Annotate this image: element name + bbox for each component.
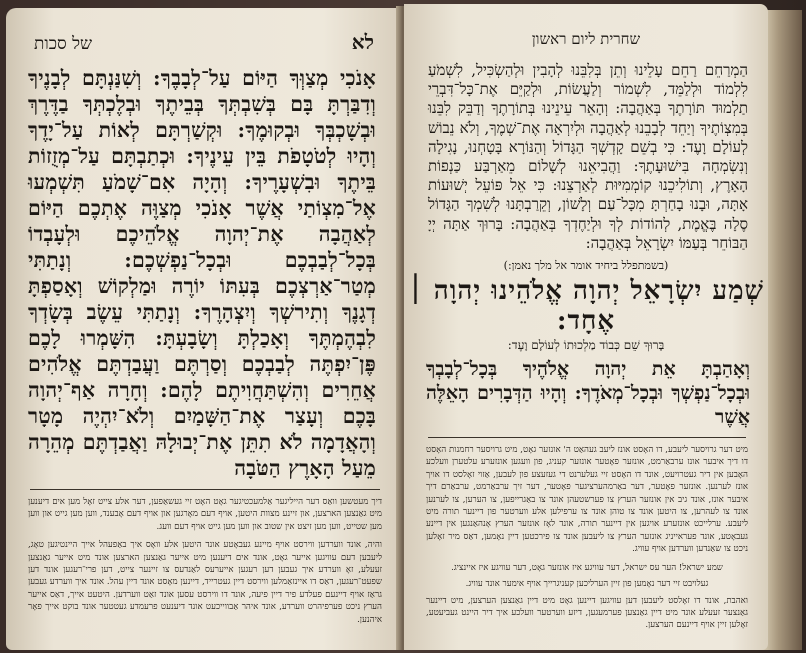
note-paragraph: מיט דער גרויסער ליעבע, דו האָסט אונז ליעב געהאַט ה' אונזער גאָט, מיט גרויסער רחמנות האָסט דו דיך איבער אונז ערבאַרמט, אונזער פאָטער אונזער קעניג, פון וועגען אונזערע עלטערן וועלכע האָבען אין דיר געטרויעט, אונד דו האָסט זיי געלערנט די געזעצע פון לעבען, אַזוי זאָלסט דו אויך אונז לערנען. אונזער פאָטער, דער באַרמהערציגער פאָטער, דער זיך ערבאַרמט, ערבאַרם דיך איבער אונז, אונד גיב אין אונזער הערץ צו פערשטעהן אונד צו באַגרייפען, צו הערען, צו לערנען אונד צו לעהרען, צו היטען אונד צו טוהן אונד צו ערפילען אלע ווערטער פון דיינער תורה מיט ליעבע. ערלייכט אונזערע אויגען אין דיינער תורה, אונד לאָז אונזער הערץ אָנהאַנגען אין דיינע געבאָטע, אונד פעראייניג אונזער הערץ צו ליעבען אונד צו פירכטען דיין נאָמען, דאַס מיר זאָלען ניכט צו שאַנדען ווערדען אויף עוויג. xyxy=(426,445,748,555)
translation-notes-left xyxy=(6,496,402,626)
shema-verse: שְׁמַע יִשְׂרָאֵל יְהוָה אֱלֹהֵינוּ יְהוָה ׀ אֶחָד: xyxy=(408,276,764,337)
instruction-note: (בשמתפלל ביחיד אומר אל מלך נאמן:) xyxy=(503,259,669,273)
page-number: לא xyxy=(351,30,374,54)
section-divider xyxy=(428,437,746,438)
note-paragraph: דיך מעטשען וואַס דער הייליגער אַלמעכטיגער גאָט האָט זיי געשאַפען, דער אלע צייט זאָל מען אים דיענען מיט גאַנצען הארצען, און זיינע מצוות היטען, אויף דעם מאָרגען און אויף דעם אָבענד, ווען מען גייט און ווען מען שטייט, ווען מען זיצט אין שטוב און ווען מען גייט אויף דעם וועג. xyxy=(28,497,382,532)
baruch-shem-line: בָּרוּךְ שֵׁם כְּבוֹד מַלְכוּתוֹ לְעוֹלָם וָעֶד: xyxy=(507,338,665,353)
running-header-left: של סכות xyxy=(34,34,93,54)
translation-notes-right xyxy=(404,444,768,632)
note-paragraph: והיה, אונד ווערדען ווירסט אויף מיינע געבאָטע אונד היטען אלע וואָס איך באַפעהל אייך היינטיגען טאָג, ליעבען דעם עוויגען אייער גאָט, אונד אים דיענען מיט אייער גאַנצען הארצען אונד מיט אייער גאַנצען זעעלע, זאָ ווערדע איך געבען דען רעגען אייערעס לאַנדעס צו זיינער צייט, דען פרי־רעגען אונד דען שפעט־רעגען, דאַס דו איינזאַמלען ווירסט דיין געטרייד, דיינען מאָסט אונד דיין עהל. אונד איך ווערדע געבען גראַז אויף דיינעם פעלדע פיר דיין פיעה, אונד דו ווירסט עסען אונד זאַט ווערדען. היטעט אייך, דאַס אייער הערץ ניכט פערפיהרט ווערדע, אונד איהר אַבווייכעט אונד דיענעט פרעמדע געטטער אונד בוקט אייך פאָר איהנען. xyxy=(28,540,382,625)
section-divider xyxy=(30,489,380,490)
book-page-edges xyxy=(762,10,802,650)
left-page xyxy=(6,8,402,650)
veahavta-text: וְאָהַבְתָּ אֵת יְהוָה אֱלֹהֶיךָ בְּכָל־לְבָבְךָ וּבְכָל־נַפְשְׁךָ וּבְכָל־מְאֹדֶךָ: וְהָיוּ הַדְּבָרִים הָאֵלֶּה אֲשֶׁר xyxy=(426,358,750,429)
left-page-header xyxy=(6,30,402,55)
running-header-right: שחרית ליום ראשון xyxy=(531,30,641,48)
note-paragraph: געלויבט זיי דער נאָמען פון זיין הערליכען קעניגרייך אויף אימער אונד עוויג. xyxy=(465,579,709,590)
right-page-header xyxy=(404,30,768,49)
note-paragraph: שמע ישראל! הער עס ישראל, דער עוויגע איז אונזער גאָט, דער עוויגע איז איינציג. xyxy=(451,562,723,573)
main-hebrew-text: אָנֹכִי מְצַוְּךָ הַיּוֹם עַל־לְבָבֶךָ: וְשִׁנַּנְתָּם לְבָנֶיךָ וְדִבַּרְתָּ בָּם בְּשִׁבְתְּךָ בְּבֵיתֶךָ וּבְלֶכְתְּךָ בַדֶּרֶךְ וּבְשָׁכְבְּךָ וּבְקוּמֶךָ: וּקְשַׁרְתָּם לְאוֹת עַל־יָדֶךָ וְהָיוּ לְטֹטָפֹת בֵּין עֵינֶיךָ: וּכְתַבְתָּם עַל־מְזֻזוֹת בֵּיתֶךָ וּבִשְׁעָרֶיךָ: וְהָיָה אִם־שָׁמֹעַ תִּשְׁמְעוּ אֶל־מִצְוֹתַי אֲשֶׁר אָנֹכִי מְצַוֶּה אֶתְכֶם הַיּוֹם לְאַהֲבָה אֶת־יְהוָה אֱלֹהֵיכֶם וּלְעָבְדוֹ בְּכָל־לְבַבְכֶם וּבְכָל־נַפְשְׁכֶם: וְנָתַתִּי מְטַר־אַרְצְכֶם בְּעִתּוֹ יוֹרֶה וּמַלְקוֹשׁ וְאָסַפְתָּ דְגָנֶךָ וְתִירשְׁךָ וְיִצְהָרֶךָ: וְנָתַתִּי עֵשֶׂב בְּשָׂדְךָ לִבְהֶמְתֶּךָ וְאָכַלְתָּ וְשָׂבָעְתָּ: הִשָּׁמְרוּ לָכֶם פֶּן־יִפְתֶּה לְבַבְכֶם וְסַרְתֶּם וַעֲבַדְתֶּם אֱלֹהִים אֲחֵרִים וְהִשְׁתַּחֲוִיתֶם לָהֶם: וְחָרָה אַף־יְהוָה בָּכֶם וְעָצַר אֶת־הַשָּׁמַיִם וְלֹא־יִהְיֶה מָטָר וְהָאֲדָמָה לֹא תִתֵּן אֶת־יְבוּלָהּ וַאֲבַדְתֶּם מְהֵרָה מֵעַל הָאָרֶץ הַטֹּבָה xyxy=(28,66,376,480)
right-page xyxy=(404,4,768,650)
prayer-text: הַמְרַחֵם רַחֵם עָלֵינוּ וְתֵן בְּלִבֵּנוּ לְהָבִין וּלְהַשְׂכִּיל, לִשְׁמֹעַ לִלְמוֹד וּלְלַמֵּד, לִשְׁמוֹר וְלַעֲשׂוֹת, וּלְקַיֵּם אֶת־כָּל־דִּבְרֵי תַלְמוּד תּוֹרָתֶךָ בְּאַהֲבָה: וְהָאֵר עֵינֵינוּ בְּתוֹרָתֶךָ וְדַבֵּק לִבֵּנוּ בְּמִצְוֹתֶיךָ וְיַחֵד לְבָבֵנוּ לְאַהֲבָה וּלְיִרְאָה אֶת־שְׁמֶךָ, וְלֹא נֵבוֹשׁ לְעוֹלָם וָעֶד: כִּי בְשֵׁם קָדְשְׁךָ הַגָּדוֹל וְהַנּוֹרָא בָּטָחְנוּ, נָגִילָה וְנִשְׂמְחָה בִּישׁוּעָתֶךָ: וַהֲבִיאֵנוּ לְשָׁלוֹם מֵאַרְבַּע כַּנְפוֹת הָאָרֶץ, וְתוֹלִיכֵנוּ קוֹמְמִיּוּת לְאַרְצֵנוּ: כִּי אֵל פּוֹעֵל יְשׁוּעוֹת אָתָּה, וּבָנוּ בָחַרְתָּ מִכָּל־עַם וְלָשׁוֹן, וְקֵרַבְתָּנוּ לְשִׁמְךָ הַגָּדוֹל סֶלָה בֶּאֱמֶת, לְהוֹדוֹת לְךָ וּלְיַחֶדְךָ בְּאַהֲבָה: בָּרוּךְ אַתָּה יְיָ הַבּוֹחֵר בְּעַמּוֹ יִשְׂרָאֵל בְּאַהֲבָה: xyxy=(428,61,748,252)
note-paragraph: ואהבת, אונד דו זאָלסט ליעבען דען עוויגען דיינען גאָט מיט דיין גאַנצען הערצען, מיט דיינער גאַנצער זעעלע אונד מיט דיין גאַנצען פערמעגען, דיזע ווערטער וועלכע איך דיר היינט געביעטע, זאָלען זיין אויף דיינעם הערצען. xyxy=(426,595,748,631)
